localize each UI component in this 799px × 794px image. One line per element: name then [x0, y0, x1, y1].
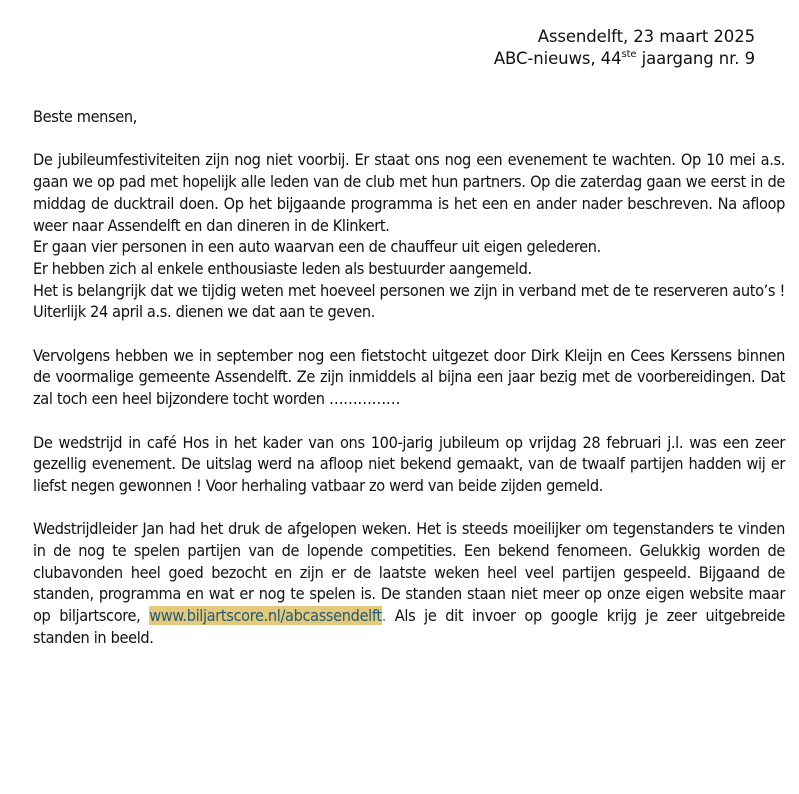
link-period: .	[381, 606, 387, 626]
paragraph-bike-tour: Vervolgens hebben we in september nog een fietstocht uitgezet door Dirk Kleijn en Cees Kerssens binnen de voormalige gemeente Assendelft. Ze zijn inmiddels al bijna een jaar bezig met de voorbereidingen. Dat zal toch een heel bijzondere tocht worden ……………	[33, 345, 785, 409]
place-date: Assendelft, 23 maart 2025	[537, 27, 755, 46]
greeting: Beste mensen,	[33, 107, 138, 126]
biljartscore-link[interactable]: www.biljartscore.nl/abcassendelft	[149, 606, 382, 626]
paragraph-line: De jubileumfestiviteiten zijn nog niet voorbij. Er staat ons nog een evenement te wachten. Op 10 mei a.s. gaan we op pad met hopelijk alle leden van de club met hun partners. Op die zaterdag gaan we eerst in de middag de ducktrail doen. Op het bijgaande programma is het een en ander nader beschreven. Na afloop weer naar Assendelft en dan dineren in de Klinkert.	[33, 150, 785, 235]
letter-header	[33, 26, 785, 70]
newsletter-prefix: ABC-nieuws, 44	[493, 49, 622, 68]
paragraph-line: Er hebben zich al enkele enthousiaste leden als bestuurder aangemeld.	[33, 258, 532, 278]
paragraph-line: Het is belangrijk dat we tijdig weten met hoeveel personen we zijn in verband met de te reserveren auto’s ! Uiterlijk 24 april a.s. dienen we dat aan te geven.	[33, 280, 785, 322]
paragraph-line: Er gaan vier personen in een auto waarvan een de chauffeur uit eigen gelederen.	[33, 237, 601, 257]
newsletter-suffix: jaargang nr. 9	[636, 49, 755, 68]
letter-page	[33, 26, 785, 649]
newsletter-issue	[33, 48, 755, 70]
standings-text: Wedstrijdleider Jan had het druk de afgelopen weken. Het is steeds moeilijker om tegenstanders te vinden in de nog te spelen partijen van de lopende competities. Een bekend fenomeen. Gelukkig worden de clubavonden heel goed bezocht en zijn er de laatste weken heel veel partijen gespeeld. Bijgaand de standen, programma en wat er nog te spelen is. De standen staan niet meer op onze eigen website maar op biljartscore,	[33, 519, 785, 626]
letter-body	[33, 106, 785, 649]
paragraph-jubilee-event	[33, 149, 785, 323]
ordinal-superscript: ste	[621, 49, 637, 60]
paragraph-match-cafe-hos: De wedstrijd in café Hos in het kader van ons 100-jarig jubileum op vrijdag 28 februari j.l. was een zeer gezellig evenement. De uitslag werd na afloop niet bekend gemaakt, van de twaalf partijen hadden wij er liefst negen gewonnen ! Voor herhaling vatbaar zo werd van beide zijden gemeld.	[33, 432, 785, 495]
standings-text-end: Als je dit invoer op google krijg je zeer uitgebreide standen in beeld.	[33, 606, 785, 647]
paragraph-standings	[33, 518, 785, 648]
